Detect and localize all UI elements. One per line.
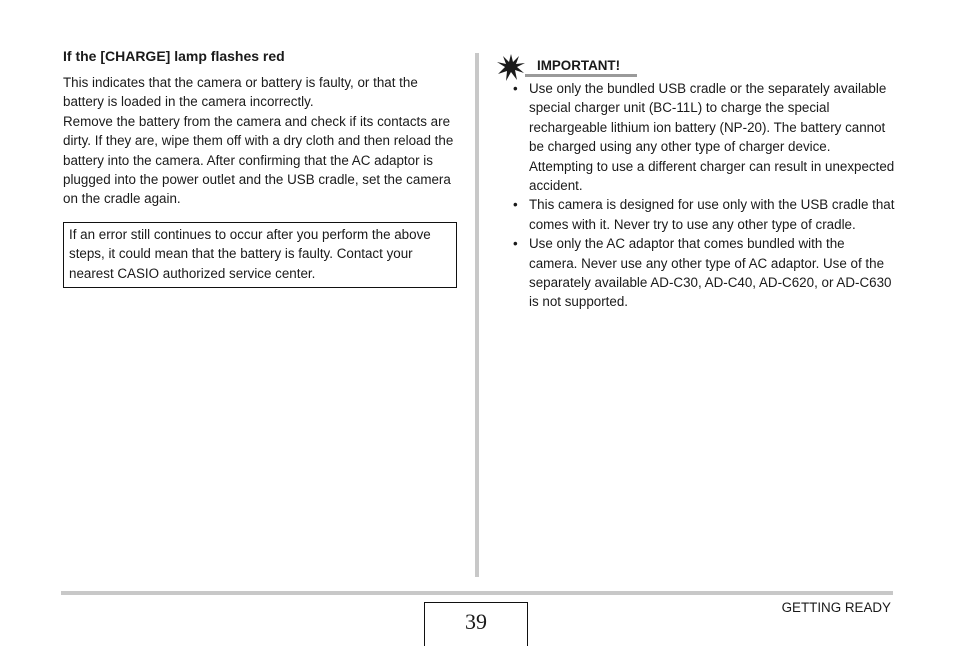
important-underline (525, 74, 637, 77)
paragraph-1: This indicates that the camera or battery is faulty, or that the battery is loaded in the camera incorrectly. (63, 75, 418, 110)
list-item-text: Use only the bundled USB cradle or the separately available special charger unit (BC-11L) to charge the special rechargeable lithium ion battery (NP-20). The battery cannot be charged using any other type of charger device. Attempting to use a different charger can result in unexpected accident. (529, 81, 895, 194)
right-column (497, 54, 895, 312)
list-item-text: Use only the AC adaptor that comes bundled with the camera. Never use any other type of AC adaptor. Use of the separately available AD-C30, AD-C40, AD-C620, or AD-C630 is not supported. (529, 236, 892, 310)
footer-divider (61, 591, 893, 595)
list-item (497, 195, 895, 234)
important-header (497, 54, 895, 78)
important-list (497, 79, 895, 312)
important-label: IMPORTANT! (537, 58, 621, 73)
note-box: If an error still continues to occur after you perform the above steps, it could mean that the battery is faulty. Contact your nearest CASIO authorized service center. (63, 222, 457, 288)
bullet-glyph: • (513, 81, 518, 96)
list-item (497, 79, 895, 195)
page-number: 39 (424, 602, 528, 646)
list-item (497, 234, 895, 312)
list-item-text: This camera is designed for use only with the USB cradle that comes with it. Never try to use any other type of cradle. (529, 197, 895, 232)
left-column (63, 47, 457, 288)
section-name: GETTING READY (781, 600, 891, 615)
bullet-glyph: • (513, 197, 518, 213)
starburst-icon (497, 54, 525, 82)
section-heading: If the [CHARGE] lamp flashes red (63, 48, 285, 64)
paragraph-2: Remove the battery from the camera and check if its contacts are dirty. If they are, wipe them off with a dry cloth and then reload the battery into the camera. After confirming that the AC adaptor is plugged into the power outlet and the USB cradle, set the camera on the cradle again. (63, 113, 454, 207)
bullet-glyph: • (513, 236, 518, 252)
column-divider (475, 53, 479, 577)
